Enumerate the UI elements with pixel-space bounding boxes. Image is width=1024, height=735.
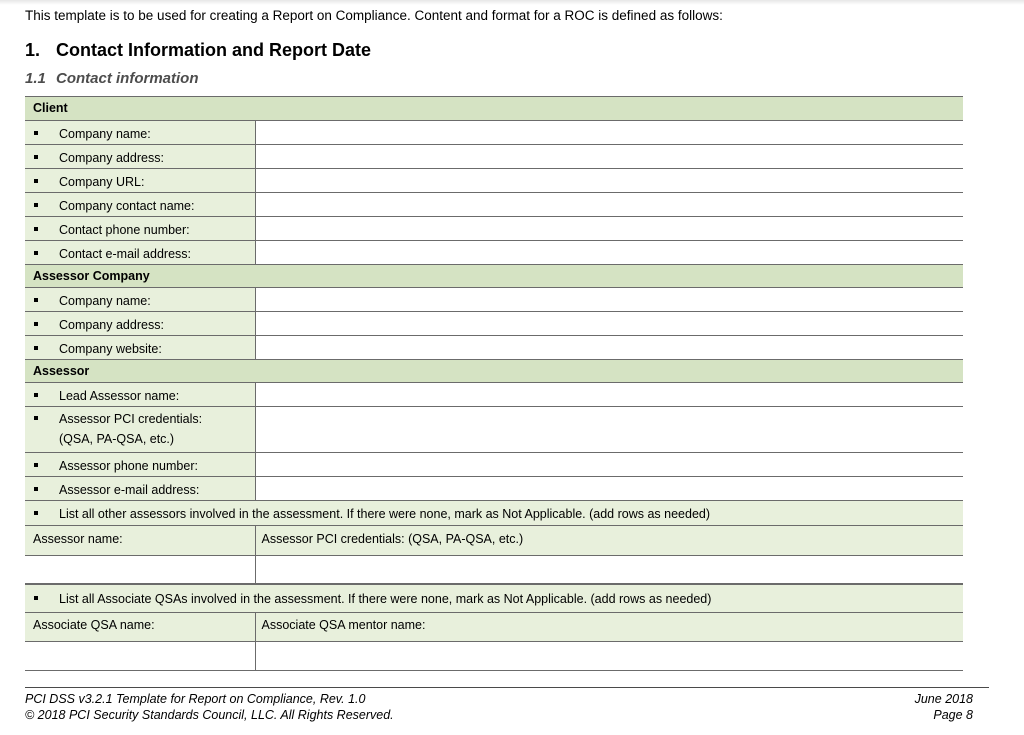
subsection-title: Contact information bbox=[56, 70, 199, 87]
section-title: Contact Information and Report Date bbox=[56, 40, 372, 60]
section-heading bbox=[25, 40, 371, 61]
lead-assessor-name-field[interactable] bbox=[255, 383, 963, 407]
assessor-credentials-field[interactable] bbox=[255, 407, 963, 453]
bullet-icon bbox=[34, 131, 38, 135]
bullet-icon bbox=[34, 511, 38, 515]
table-row bbox=[25, 288, 963, 312]
assessor-company-header-row bbox=[25, 265, 963, 288]
assessor-phone-field[interactable] bbox=[255, 453, 963, 477]
client-contact-phone-field[interactable] bbox=[255, 217, 963, 241]
client-header-row bbox=[25, 97, 963, 121]
table-row bbox=[25, 121, 963, 145]
field-label-note: (QSA, PA-QSA, etc.) bbox=[59, 432, 175, 446]
other-assessors-header-row bbox=[25, 526, 963, 556]
bullet-icon bbox=[34, 179, 38, 183]
assessor-header: Assessor bbox=[25, 360, 963, 383]
field-label: Contact phone number: bbox=[59, 223, 190, 237]
footer-page-number: Page 8 bbox=[933, 708, 973, 722]
bullet-icon bbox=[34, 203, 38, 207]
other-assessors-instruction: List all other assessors involved in the assessment. If there were none, mark as Not Applicable. (add rows as needed) bbox=[59, 507, 711, 521]
field-label: Company URL: bbox=[59, 175, 145, 189]
assessor-header-row bbox=[25, 360, 963, 383]
field-label: Contact e-mail address: bbox=[59, 247, 192, 261]
associate-qsas-header-row bbox=[25, 613, 963, 642]
field-label: Lead Assessor name: bbox=[59, 389, 180, 403]
bullet-icon bbox=[34, 463, 38, 467]
assessor-credentials-column-header: Assessor PCI credentials: (QSA, PA-QSA, etc.) bbox=[255, 526, 963, 556]
field-label: Company contact name: bbox=[59, 199, 195, 213]
field-label: Company name: bbox=[59, 294, 151, 308]
associate-qsas-instruction: List all Associate QSAs involved in the assessment. If there were none, mark as Not Applicable. (add rows as needed) bbox=[59, 592, 712, 606]
other-assessors-instruction-row bbox=[25, 501, 963, 526]
field-label: Company address: bbox=[59, 151, 164, 165]
assessor-email-field[interactable] bbox=[255, 477, 963, 501]
subsection-heading bbox=[25, 70, 199, 87]
bullet-icon bbox=[34, 416, 38, 420]
intro-text: This template is to be used for creating a Report on Compliance. Content and format for a ROC is defined as follows: bbox=[25, 8, 723, 23]
field-label: Assessor e-mail address: bbox=[59, 483, 200, 497]
client-contact-email-field[interactable] bbox=[255, 241, 963, 265]
subsection-number: 1.1 bbox=[25, 70, 46, 87]
bullet-icon bbox=[34, 393, 38, 397]
field-label: Assessor PCI credentials: bbox=[59, 412, 203, 426]
field-label: Company address: bbox=[59, 318, 164, 332]
contact-information-table bbox=[25, 96, 963, 671]
assessor-company-name-field[interactable] bbox=[255, 288, 963, 312]
assessor-company-address-field[interactable] bbox=[255, 312, 963, 336]
table-row bbox=[25, 383, 963, 407]
table-row bbox=[25, 453, 963, 477]
client-company-url-field[interactable] bbox=[255, 169, 963, 193]
client-contact-name-field[interactable] bbox=[255, 193, 963, 217]
bullet-icon bbox=[34, 346, 38, 350]
other-assessor-name-cell[interactable] bbox=[25, 556, 255, 584]
table-row bbox=[25, 312, 963, 336]
table-row bbox=[25, 642, 963, 671]
footer-date: June 2018 bbox=[914, 692, 973, 706]
assessor-name-column-header: Assessor name: bbox=[25, 526, 255, 556]
field-label: Company website: bbox=[59, 342, 162, 356]
bullet-icon bbox=[34, 251, 38, 255]
associate-qsa-name-column-header: Associate QSA name: bbox=[25, 613, 255, 642]
footer-left bbox=[25, 691, 394, 723]
bullet-icon bbox=[34, 487, 38, 491]
associate-qsa-mentor-column-header: Associate QSA mentor name: bbox=[255, 613, 963, 642]
table-row bbox=[25, 477, 963, 501]
client-company-name-field[interactable] bbox=[255, 121, 963, 145]
table-row bbox=[25, 169, 963, 193]
other-assessor-credentials-cell[interactable] bbox=[255, 556, 963, 584]
footer-divider bbox=[25, 687, 989, 688]
field-label: Company name: bbox=[59, 127, 151, 141]
bullet-icon bbox=[34, 227, 38, 231]
top-shadow bbox=[0, 0, 1024, 5]
table-row bbox=[25, 556, 963, 584]
bullet-icon bbox=[34, 596, 38, 600]
table-row bbox=[25, 193, 963, 217]
assessor-company-header: Assessor Company bbox=[25, 265, 963, 288]
field-label: Assessor phone number: bbox=[59, 459, 198, 473]
footer-right bbox=[915, 691, 973, 723]
associate-qsa-name-cell[interactable] bbox=[25, 642, 255, 671]
bullet-icon bbox=[34, 155, 38, 159]
client-company-address-field[interactable] bbox=[255, 145, 963, 169]
assessor-company-website-field[interactable] bbox=[255, 336, 963, 360]
footer-copyright: © 2018 PCI Security Standards Council, LLC. All Rights Reserved. bbox=[25, 708, 394, 722]
associate-qsa-mentor-cell[interactable] bbox=[255, 642, 963, 671]
table-row bbox=[25, 336, 963, 360]
table-row bbox=[25, 217, 963, 241]
footer-document-title: PCI DSS v3.2.1 Template for Report on Compliance, Rev. 1.0 bbox=[25, 692, 366, 706]
section-number: 1. bbox=[25, 40, 41, 60]
table-row bbox=[25, 407, 963, 453]
table-row bbox=[25, 241, 963, 265]
client-header: Client bbox=[25, 97, 963, 121]
bullet-icon bbox=[34, 298, 38, 302]
table-row bbox=[25, 145, 963, 169]
associate-qsas-instruction-row bbox=[25, 585, 963, 613]
bullet-icon bbox=[34, 322, 38, 326]
